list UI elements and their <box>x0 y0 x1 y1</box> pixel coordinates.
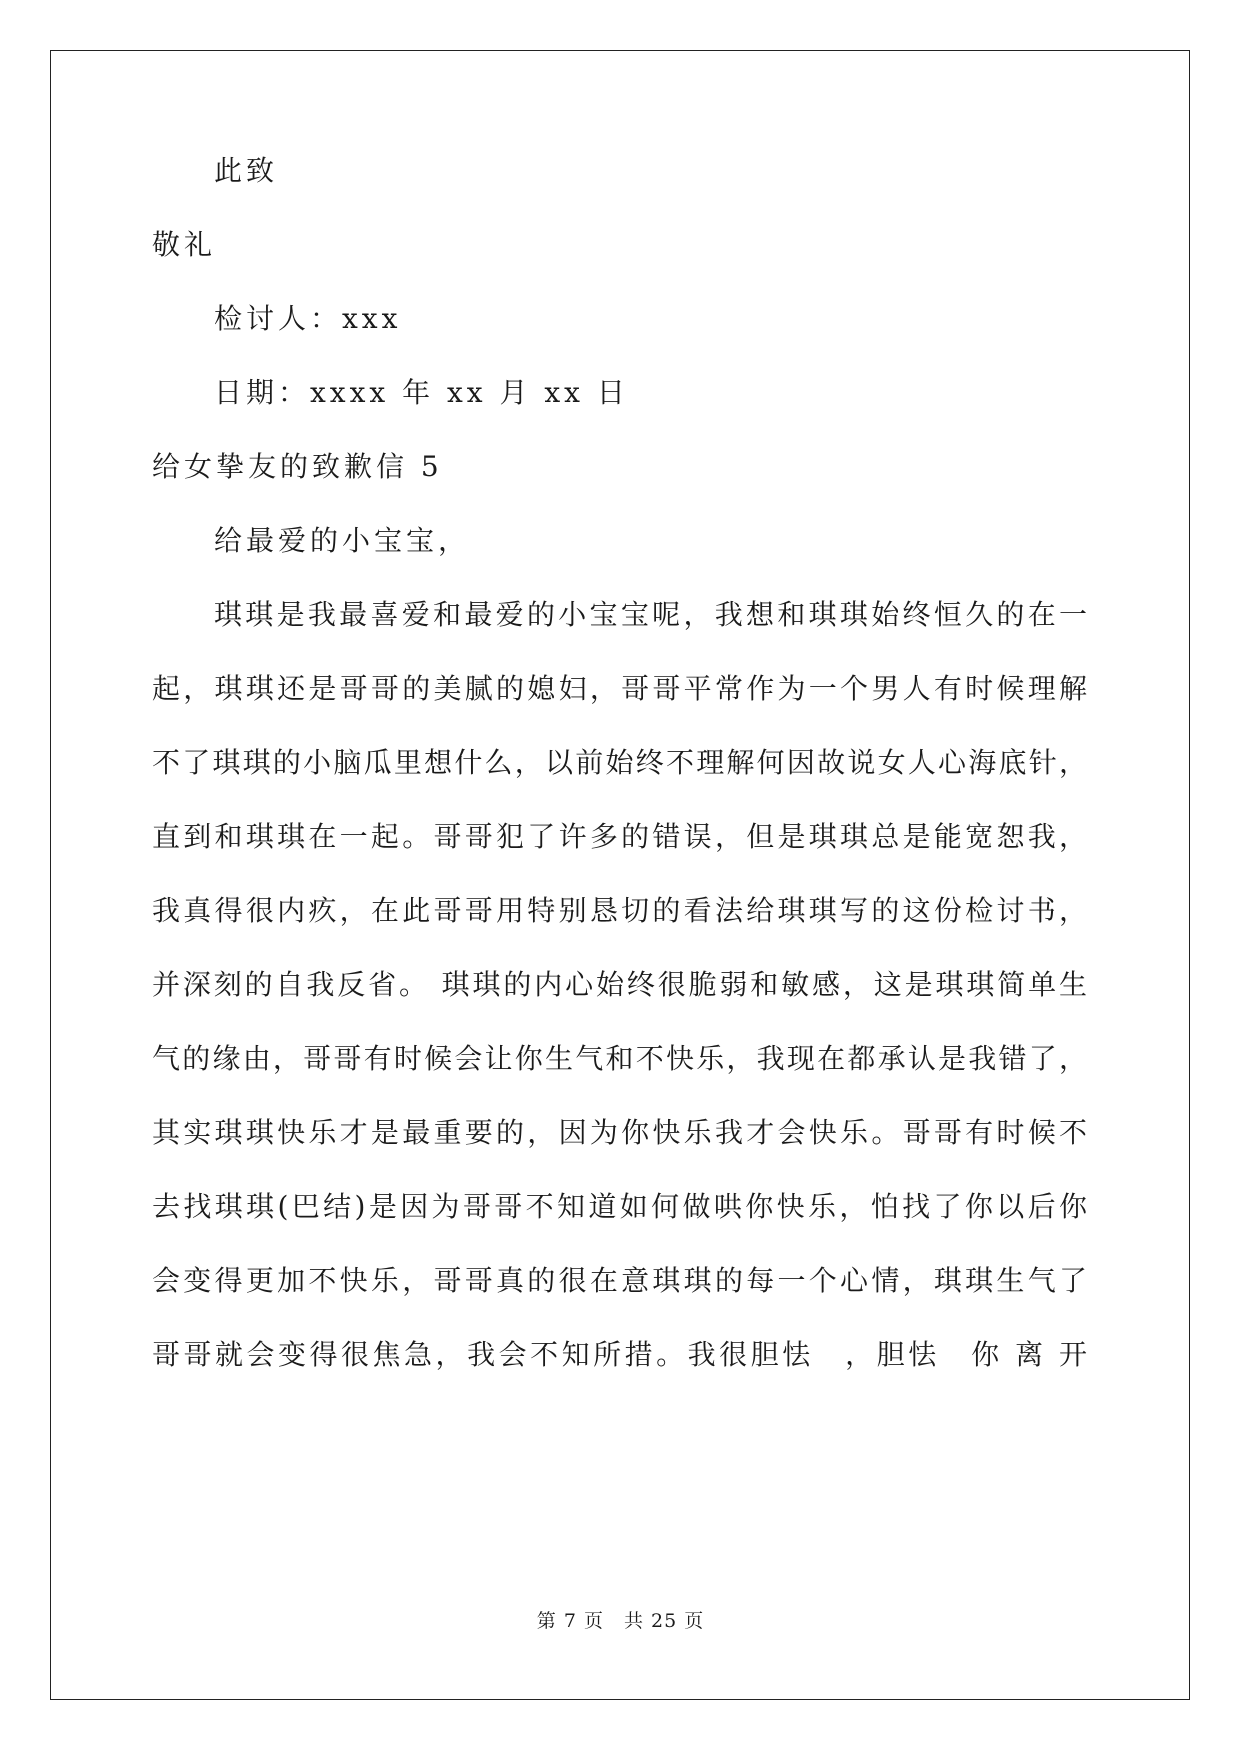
paragraph-line: 去找琪琪(巴结)是因为哥哥不知道如何做哄你快乐，怕找了你以后你 <box>152 1190 1087 1223</box>
paragraph-line: 气的缘由，哥哥有时候会让你生气和不快乐，我现在都承认是我错了， <box>152 1042 1087 1075</box>
page-number-footer: 第 7 页 共 25 页 <box>536 1610 705 1632</box>
page-border <box>50 50 1190 1700</box>
paragraph-line: 会变得更加不快乐，哥哥真的很在意琪琪的每一个心情，琪琪生气了 <box>152 1264 1087 1297</box>
paragraph-line: 其实琪琪快乐才是最重要的，因为你快乐我才会快乐。哥哥有时候不 <box>152 1116 1087 1149</box>
paragraph-line: 琪琪是我最喜爱和最爱的小宝宝呢，我想和琪琪始终恒久的在一 <box>214 598 1087 631</box>
closing-salutation: 此致 <box>214 154 279 187</box>
author-line: 检讨人：xxx <box>214 302 402 335</box>
paragraph-line: 直到和琪琪在一起。哥哥犯了许多的错误，但是琪琪总是能宽恕我， <box>152 820 1087 853</box>
date-line: 日期：xxxx 年 xx 月 xx 日 <box>214 376 629 409</box>
letter-greeting: 给最爱的小宝宝， <box>214 524 471 557</box>
paragraph-line: 不了琪琪的小脑瓜里想什么，以前始终不理解何因故说女人心海底针， <box>152 746 1087 779</box>
closing-regards: 敬礼 <box>152 228 217 261</box>
paragraph-line: 起，琪琪还是哥哥的美腻的媳妇，哥哥平常作为一个男人有时候理解 <box>152 672 1087 705</box>
paragraph-line: 哥哥就会变得很焦急，我会不知所措。我很胆怯 ，胆怯 你 离 开 <box>152 1338 1087 1371</box>
section-heading: 给女挚友的致歉信 5 <box>152 450 443 483</box>
paragraph-line: 并深刻的自我反省。 琪琪的内心始终很脆弱和敏感，这是琪琪简单生 <box>152 968 1087 1001</box>
paragraph-line: 我真得很内疚，在此哥哥用特别恳切的看法给琪琪写的这份检讨书， <box>152 894 1087 927</box>
